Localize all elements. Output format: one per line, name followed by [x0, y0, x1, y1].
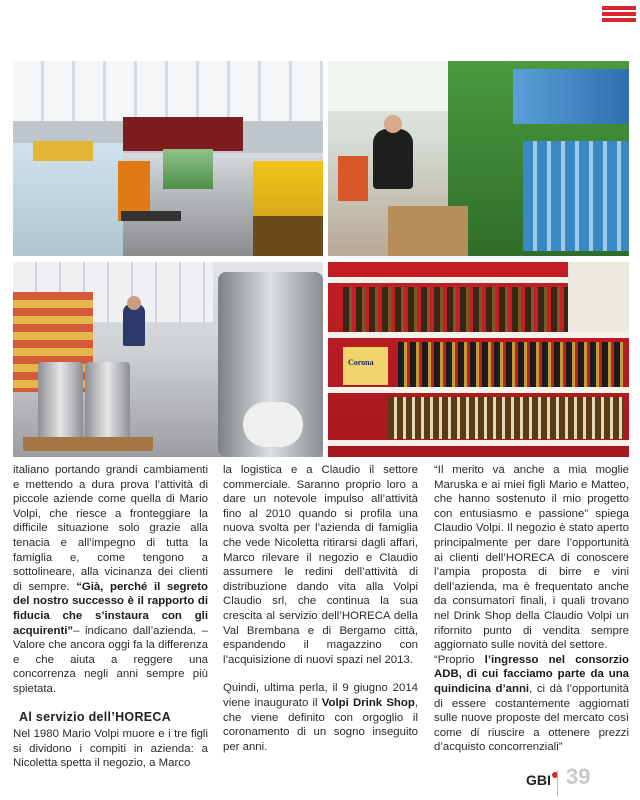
- paragraph: [434, 653, 629, 755]
- article-body: [13, 463, 629, 770]
- text: “Proprio: [434, 653, 475, 666]
- photo-warehouse: [13, 61, 323, 256]
- corona-label: Corona: [348, 358, 374, 367]
- photo-shop-shelves: [328, 262, 629, 457]
- footer-divider: [557, 770, 558, 796]
- text: italiano portando grandi cambiamenti e mettendo a dura prova l’attività di piccole aziende come quella di Mario Volpi, che riesce a fronteggiare la difficile situazione solo grazie alla tenacia e all’impegno di tutta la famiglia e, come tengono a sottolineare, alla vicinanza dei clienti di sempre.: [13, 464, 208, 593]
- text: , che viene definito con orgoglio il coronamento di un sogno inseguito per anni.: [223, 696, 418, 753]
- text: , ci dà l’opportunità di essere costantemente aggiornati sulle nuove proposte del mercato così come di riuscire a ottenere prezzi d’acquisto concorrenziali”: [434, 682, 629, 754]
- paragraph: la logistica e a Claudio il settore commerciale. Saranno proprio loro a dare un notevole impulso all’attività fino al 2010 quando si profila una nuova svolta per l’azienda di famiglia che vede Nicoletta ritirarsi dagli affari, Marco rilevare il negozio e Claudio assumere le redini dell’attività di distribuzione dando vita alla Volpi Claudio srl, che continua la sua crescita al servizio dell’HORECA della Val Brembana e di Bergamo città, espandendo il magazzino con l’acquisizione di nuovi spazi nel 2013.: [223, 464, 418, 666]
- paragraph: Nel 1980 Mario Volpi muore e i tre figli si dividono i compiti in azienda: a Nicoletta spetta il negozio, a Marco: [13, 728, 208, 770]
- column-3: [434, 463, 629, 755]
- shop-name: Volpi Drink Shop: [321, 696, 415, 709]
- magazine-logo: [526, 772, 558, 788]
- red-stripes-decoration: [602, 6, 636, 20]
- page-number: 39: [566, 764, 591, 789]
- paragraph: [13, 463, 208, 697]
- text: Quindi, ultima perla, il 9 giugno 2014 viene inaugurato il: [223, 682, 418, 709]
- photo-beer-kegs: [13, 262, 323, 457]
- text: – indicano dall’azienda. – Valore che ancora oggi fa la differenza e che aiuta a reggere una concorrenza negli anni sempre più spietata.: [13, 624, 208, 695]
- paragraph: “Il merito va anche a mia moglie Maruska e ai miei figli Mario e Matteo, che hanno sostenuto il mio progetto con entusiasmo e passione” spiega Claudio Volpi. Il negozio è stato aperto principalmente per dare l’opportunità ai clienti dell’HORECA di conoscere l’ampia proposta di birre e vini dell’azienda, ma è frequentato anche da consumatori finali, i quali trovano nel Drink Shop della Claudio Volpi un rifornito punto di vendita sempre aggiornato sulle novità del settore.: [434, 464, 629, 652]
- quote: l’ingresso nel consorzio ADB, di cui facciamo parte da una quindicina d’anni: [434, 653, 629, 695]
- column-2: [223, 463, 418, 754]
- paragraph: [223, 681, 418, 754]
- logo-text: GBI: [526, 772, 551, 788]
- photo-water-shelves: [328, 61, 629, 256]
- column-1: [13, 463, 208, 771]
- quote: “Già, perché il segreto del nostro successo è il rapporto di fiducia che s’instaura con gli acquirenti”: [13, 580, 209, 637]
- section-heading: Al servizio dell’HORECA: [19, 709, 172, 724]
